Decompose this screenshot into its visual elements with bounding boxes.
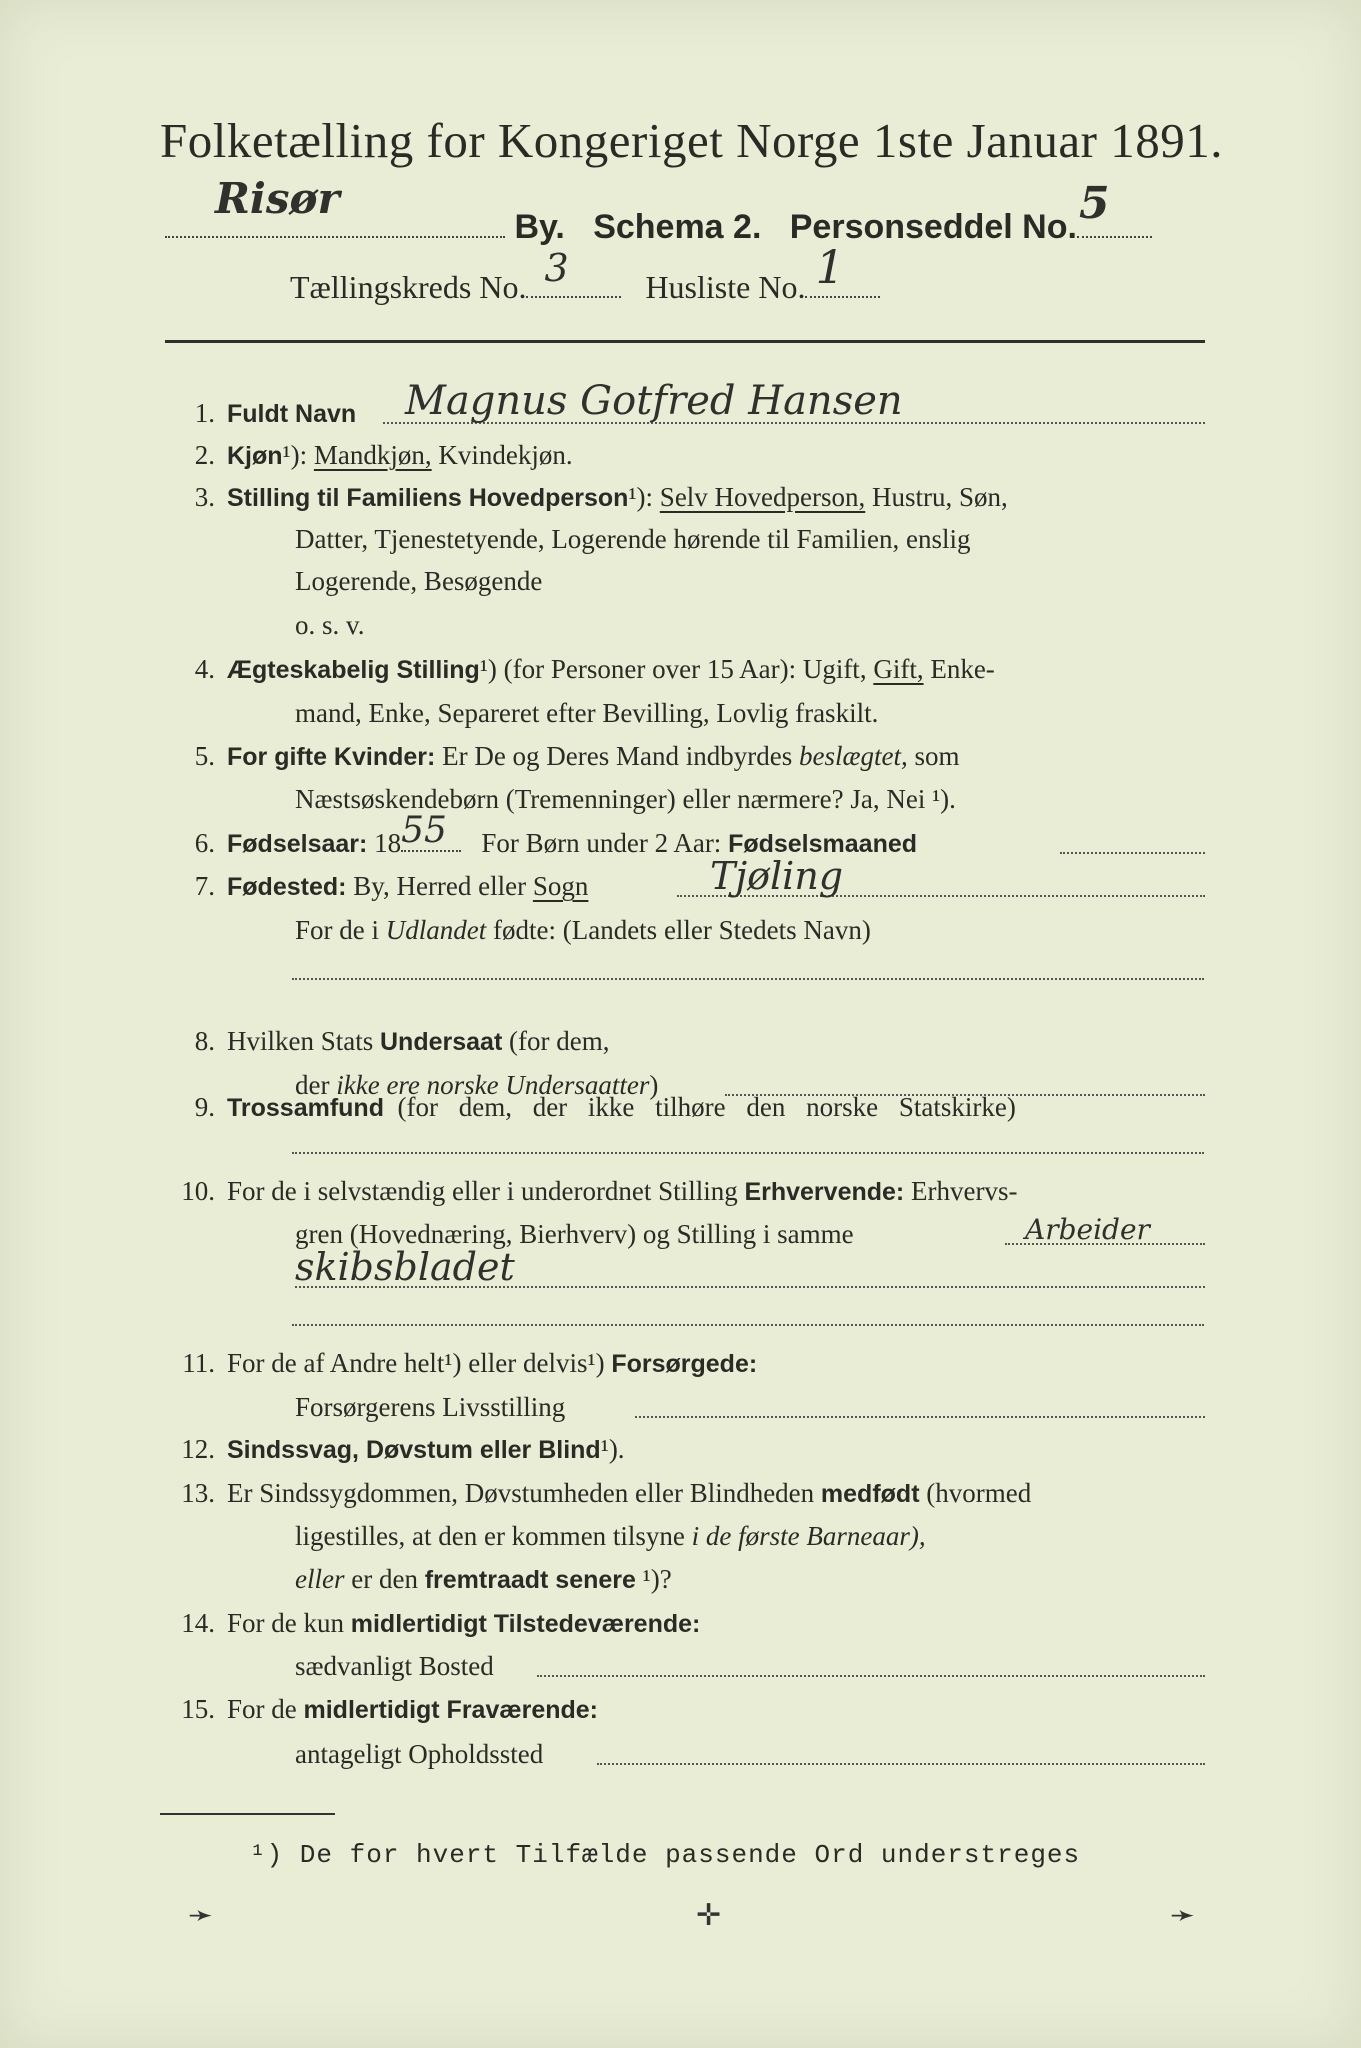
q3-line-4: o. s. v. [295,610,365,640]
q13-line-3a: er den [351,1564,418,1594]
q7-line-2b: fødte: (Landets eller Stedets Navn) [493,915,871,945]
q8-label: Undersaat [380,1028,503,1056]
q7-text-1: By, Herred eller [353,871,527,901]
q5-text-1: Er De og Deres Mand indbyrdes [442,741,793,771]
schema-label: Schema 2. [593,208,762,246]
q7-number: 7. [194,871,215,901]
q1-label: Fuldt Navn [227,400,357,428]
q11-text-1: For de af Andre helt¹) eller delvis¹) [227,1348,605,1378]
q7-line-2 [295,909,871,951]
form-title: Folketælling for Kongeriget Norge 1ste Januar 1891. [160,113,1223,168]
q13-text-1: Er Sindssygdommen, Døvstumheden eller Blindheden [227,1478,815,1508]
footnote: ¹) De for hvert Tilfælde passende Ord understreges [250,1840,1081,1870]
kreds-label: Tællingskreds No. [290,269,527,305]
q4-label: Ægteskabelig Stilling [227,656,480,684]
husliste-label: Husliste No. [645,269,806,305]
q10-blank-line [292,1324,1204,1326]
q13-line-2-emphasis: i de første Barneaar), [691,1521,926,1551]
q13-number: 13. [181,1478,215,1508]
q14-text-1: For de kun [227,1608,344,1638]
q15-text [227,1688,598,1731]
q13-text-2: (hvormed [926,1478,1032,1508]
q7-text [227,865,588,908]
q4-sup: ¹) [479,654,497,684]
q13-line-3-label: fremtraadt senere [424,1566,636,1594]
q4-text-1: (for Personer over 15 Aar): Ugift, [503,654,867,684]
q10-text-2: Erhvervs- [911,1176,1018,1206]
q3-line-2: Datter, Tjenestetyende, Logerende hørende til Familien, enslig [295,524,971,554]
q7-blank-line [292,978,1204,980]
q8-text [227,1020,609,1063]
q11-text [227,1342,757,1385]
q13-line-3b: ¹)? [642,1564,672,1594]
q5-number: 5. [194,741,215,771]
q2-sup: ¹): [282,440,308,470]
q6-prefix: 18 [374,828,402,858]
q7-label: Fødested: [227,873,347,901]
header-divider [165,340,1205,343]
q3-number: 3. [194,482,215,512]
q13-line-3 [295,1558,672,1601]
q3-sup: ¹): [628,482,654,512]
q6-year-handwritten: 55 [401,810,447,851]
q9-label: Trossamfund [227,1094,384,1122]
q3-text [227,476,1008,519]
q6-label: Fødselsaar: [227,830,368,858]
husliste-number: 1 [815,240,845,294]
q1-text [227,392,356,435]
q8-number: 8. [194,1026,215,1056]
q5-text [227,735,960,778]
kreds-field [526,246,621,298]
q15-line-2: antageligt Opholdssted [295,1739,544,1769]
q15-number: 15. [181,1694,215,1724]
q2-option-selected: Mandkjøn, [313,440,432,470]
registration-mark-right-icon: ➛ [1170,1898,1196,1933]
q14-number: 14. [181,1608,215,1638]
q14-fill-line [537,1675,1205,1677]
q11-label: Forsørgede: [611,1350,758,1378]
q7-line-2-emphasis: Udlandet [385,915,487,945]
q4-line-2: mand, Enke, Separeret efter Bevilling, Lovlig fraskilt. [295,698,879,728]
q10-occupation-handwritten-2: skibsbladet [295,1245,515,1289]
personseddel-label: Personseddel No. [789,208,1077,246]
by-label: By. [514,208,565,246]
q12-text [227,1428,625,1471]
q13-line-3-emphasis: eller [295,1564,345,1594]
q1-handwritten-name: Magnus Gotfred Hansen [405,378,903,424]
q2-number: 2. [194,440,215,470]
q4-option-selected: Gift, [873,654,924,684]
personseddel-field [1077,178,1152,238]
q6-text-2: For Børn under 2 Aar: [481,828,722,858]
q12-label: Sindssvag, Døvstum eller Blind [227,1436,601,1464]
city-handwritten: Risør [215,174,340,223]
q6-label-2: Fødselsmaaned [728,830,918,858]
q10-text-1: For de i selvstændig eller i underordnet Stilling [227,1176,738,1206]
q5-label: For gifte Kvinder: [227,743,436,771]
q5-text-2: som [914,741,960,771]
q12-number: 12. [181,1434,215,1464]
q3-line-3: Logerende, Besøgende [295,566,543,596]
q9-blank-line [292,1152,1204,1154]
city-field [165,174,505,238]
q15-label: midlertidigt Fraværende: [303,1696,598,1724]
q7-line-2a: For de i [295,915,379,945]
q9-text [227,1086,1016,1129]
q13-line-2a: ligestilles, at den er kommen tilsyne [295,1521,685,1551]
q2-option: Kvindekjøn. [438,440,573,470]
q3-option-selected: Selv Hovedperson, [659,482,866,512]
q15-fill-line [597,1763,1205,1765]
q7-option-selected: Sogn [532,871,589,901]
q8-line-2: der ikke ere norske Undersaatter) [295,1070,659,1100]
q4-text [227,648,995,691]
q3-label: Stilling til Familiens Hovedperson [227,484,629,512]
q15-text-1: For de [227,1694,297,1724]
q11-fill-line [635,1416,1205,1418]
q8-text-1: Hvilken Stats [227,1026,374,1056]
q14-line-2: sædvanligt Bosted [295,1651,494,1681]
q3-rest: Hustru, Søn, [872,482,1008,512]
q2-text [227,434,573,477]
q8-line-2a: der [295,1070,330,1100]
q10-occupation-handwritten-1: Arbeider [1025,1213,1150,1246]
q4-text-2: Enke- [930,654,995,684]
registration-mark-center-icon: ✛ [696,1898,722,1933]
registration-mark-left-icon: ➛ [188,1898,214,1933]
q6-number: 6. [194,828,215,858]
q13-line-2 [295,1515,926,1557]
q8-line-2-emphasis: ikke ere norske Undersaatter [336,1070,650,1100]
q9-number: 9. [194,1092,215,1122]
q14-text [227,1602,700,1645]
q7-birthplace-handwritten: Tjøling [710,854,844,898]
personseddel-number: 5 [1078,178,1110,229]
q10-line-2: gren (Hovednæring, Bierhverv) og Stilling i samme [295,1219,854,1249]
q14-label: midlertidigt Tilstedeværende: [350,1610,701,1638]
q11-number: 11. [182,1348,215,1378]
q8-text-2: (for dem, [509,1026,610,1056]
q11-line-2: Forsørgerens Livsstilling [295,1392,566,1422]
q5-line-2: Næstsøskendebørn (Tremenninger) eller nærmere? Ja, Nei ¹). [295,784,956,814]
q4-number: 4. [194,654,215,684]
q12-sup: ¹). [600,1434,625,1464]
q9-text-1: (for dem, der ikke tilhøre den norske Statskirke) [397,1092,1016,1122]
q2-label: Kjøn [227,442,283,470]
footnote-divider [160,1813,335,1815]
q10-label: Erhvervende: [744,1178,905,1206]
q6-year-field [401,810,461,852]
q6-month-fill [1060,852,1205,854]
q1-number: 1. [194,398,215,428]
city-line [165,174,1152,247]
q13-label: medfødt [820,1480,920,1508]
q13-text [227,1472,1031,1515]
q10-text [227,1170,1017,1213]
q10-number: 10. [181,1176,215,1206]
kreds-line [290,240,880,306]
kreds-number: 3 [544,246,569,290]
q5-emphasis: beslægtet, [799,741,908,771]
husliste-field [805,240,880,298]
